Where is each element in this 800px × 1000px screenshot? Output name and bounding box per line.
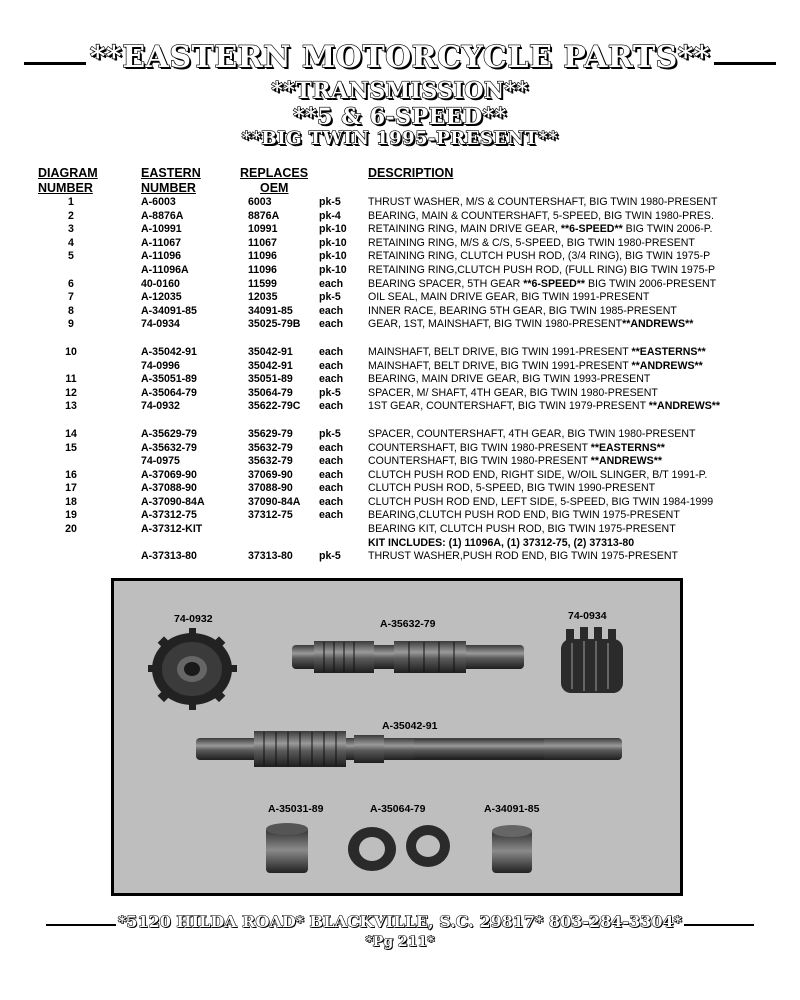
diagram-number-cell: 17 bbox=[65, 482, 77, 495]
table-row bbox=[38, 237, 778, 251]
pack-qty-cell: pk-5 bbox=[319, 550, 341, 563]
description-cell bbox=[368, 264, 715, 278]
oem-number-cell: 11096 bbox=[248, 263, 277, 276]
catalog-speed-line: **5 & 6-SPEED** bbox=[293, 104, 507, 130]
table-row bbox=[38, 223, 778, 237]
description-cell bbox=[368, 291, 649, 305]
pack-qty-cell: each bbox=[319, 373, 344, 386]
description-text: MAINSHAFT, BELT DRIVE, BIG TWIN 1991-PRESENT bbox=[368, 345, 632, 358]
oem-number-cell: 37069-90 bbox=[248, 468, 293, 481]
photo-label-bearing: A-35031-89 bbox=[268, 803, 324, 815]
pack-qty-cell: pk-4 bbox=[319, 209, 341, 222]
photo-label-spacer: A-35064-79 bbox=[370, 803, 426, 815]
description-text-tail: BIG TWIN 2006-PRESENT bbox=[585, 277, 717, 290]
pack-qty-cell: each bbox=[319, 468, 344, 481]
title-rule-right bbox=[714, 62, 776, 65]
diagram-number-cell: 11 bbox=[65, 373, 77, 386]
catalog-model-line: **BIG TWIN 1995-PRESENT** bbox=[241, 128, 559, 149]
oem-number-cell: 6003 bbox=[248, 196, 272, 208]
table-row bbox=[38, 318, 778, 332]
description-text: COUNTERSHAFT, BIG TWIN 1980-PRESENT bbox=[368, 441, 591, 454]
description-text: BEARING, MAIN & COUNTERSHAFT, 5-SPEED, BIG TWIN 1980-PRES. bbox=[368, 209, 714, 222]
oem-number-cell: 35042-91 bbox=[248, 345, 293, 358]
eastern-number-cell: A-37313-80 bbox=[141, 550, 197, 563]
countershaft-image bbox=[292, 641, 524, 673]
description-text: BEARING, MAIN DRIVE GEAR, BIG TWIN 1993-PRESENT bbox=[368, 373, 651, 386]
description-emphasis: **ANDREWS** bbox=[648, 400, 721, 413]
description-text: THRUST WASHER,PUSH ROD END, BIG TWIN 1975-PRESENT bbox=[368, 550, 679, 563]
oem-number-cell: 34091-85 bbox=[248, 304, 293, 317]
description-cell bbox=[368, 373, 650, 387]
bearing-image bbox=[266, 823, 308, 873]
description-text: CLUTCH PUSH ROD END, LEFT SIDE, 5-SPEED, BIG TWIN 1984-1999 bbox=[368, 495, 714, 508]
pack-qty-cell: pk-5 bbox=[319, 291, 341, 304]
description-emphasis: **EASTERNS** bbox=[631, 345, 706, 358]
oem-number-cell: 37312-75 bbox=[248, 509, 293, 522]
pack-qty-cell: each bbox=[319, 304, 344, 317]
description-cell bbox=[368, 482, 655, 496]
pack-qty-cell: each bbox=[319, 509, 344, 522]
pack-qty-cell: pk-5 bbox=[319, 386, 341, 399]
description-emphasis: **EASTERNS** bbox=[590, 441, 665, 454]
diagram-number-cell: 8 bbox=[68, 304, 74, 317]
oem-number-cell: 11067 bbox=[248, 236, 277, 249]
description-cell bbox=[368, 346, 706, 360]
description-text: RETAINING RING, M/S & C/S, 5-SPEED, BIG TWIN 1980-PRESENT bbox=[368, 236, 695, 249]
eastern-number-cell: A-35064-79 bbox=[141, 386, 197, 399]
page-number: *Pg 211* bbox=[365, 934, 435, 950]
eastern-number-cell: A-37090-84A bbox=[141, 495, 205, 508]
diagram-number-cell: 13 bbox=[65, 400, 77, 413]
eastern-number-cell: 74-0996 bbox=[141, 359, 180, 372]
table-row bbox=[38, 537, 778, 551]
oem-number-cell: 12035 bbox=[248, 291, 278, 304]
oem-number-cell: 10991 bbox=[248, 223, 278, 236]
table-row bbox=[38, 305, 778, 319]
eastern-number-cell: A-11096A bbox=[141, 263, 189, 276]
description-emphasis: KIT INCLUDES: (1) 11096A, (1) 37312-75, (2) 37313-80 bbox=[368, 536, 635, 549]
col-eastern-1: EASTERN bbox=[141, 166, 201, 180]
oem-number-cell: 35629-79 bbox=[248, 427, 293, 440]
pack-qty-cell: pk-5 bbox=[319, 427, 341, 440]
table-row bbox=[38, 482, 778, 496]
diagram-number-cell: 18 bbox=[65, 495, 77, 508]
table-row bbox=[38, 250, 778, 264]
table-spacer-row bbox=[38, 414, 778, 428]
eastern-number-cell: A-10991 bbox=[141, 223, 182, 236]
col-diagram-2: NUMBER bbox=[38, 181, 93, 195]
description-text: BEARING KIT, CLUTCH PUSH ROD, BIG TWIN 1975-PRESENT bbox=[368, 523, 676, 536]
table-row bbox=[38, 346, 778, 360]
diagram-number-cell: 19 bbox=[65, 509, 77, 522]
pack-qty-cell: each bbox=[319, 400, 344, 413]
eastern-number-cell: A-37312-KIT bbox=[141, 523, 203, 536]
diagram-number-cell: 12 bbox=[65, 386, 77, 399]
diagram-number-cell: 9 bbox=[68, 318, 74, 331]
description-text: BEARING,CLUTCH PUSH ROD END, BIG TWIN 1975-PRESENT bbox=[368, 509, 680, 522]
parts-photo bbox=[111, 578, 683, 896]
eastern-number-cell: A-35629-79 bbox=[141, 427, 197, 440]
diagram-number-cell: 7 bbox=[68, 291, 74, 304]
diagram-number-cell: 6 bbox=[68, 277, 74, 290]
eastern-number-cell: A-8876A bbox=[141, 209, 184, 222]
table-row bbox=[38, 264, 778, 278]
description-cell bbox=[368, 387, 658, 401]
description-cell bbox=[368, 237, 695, 251]
pack-qty-cell: each bbox=[319, 482, 344, 495]
table-body bbox=[38, 196, 778, 564]
description-cell bbox=[368, 428, 695, 442]
eastern-number-cell: A-11067 bbox=[141, 236, 182, 249]
table-row bbox=[38, 442, 778, 456]
table-row bbox=[38, 360, 778, 374]
pack-qty-cell: each bbox=[319, 455, 344, 468]
header-title-line bbox=[0, 40, 800, 75]
diagram-number-cell: 5 bbox=[68, 250, 74, 263]
footer-address: *5120 HILDA ROAD* BLACKVILLE, S.C. 29817* 803-284-3304* bbox=[118, 912, 682, 931]
description-text: OIL SEAL, MAIN DRIVE GEAR, BIG TWIN 1991-PRESENT bbox=[368, 291, 650, 304]
eastern-number-cell: 74-0932 bbox=[141, 400, 180, 413]
oem-number-cell: 37313-80 bbox=[248, 550, 293, 563]
pack-qty-cell: each bbox=[319, 441, 344, 454]
table-row bbox=[38, 278, 778, 292]
description-emphasis: **6-SPEED** bbox=[560, 223, 623, 236]
description-cell bbox=[368, 496, 713, 510]
oem-number-cell: 35622-79C bbox=[248, 400, 301, 413]
catalog-subtitle: **TRANSMISSION** bbox=[271, 78, 529, 104]
description-text: INNER RACE, BEARING 5TH GEAR, BIG TWIN 1985-PRESENT bbox=[368, 304, 677, 317]
description-cell bbox=[368, 455, 662, 469]
table-row bbox=[38, 387, 778, 401]
pack-qty-cell: pk-10 bbox=[319, 223, 347, 236]
description-text: 1ST GEAR, COUNTERSHAFT, BIG TWIN 1979-PRESENT bbox=[368, 400, 649, 413]
description-text: CLUTCH PUSH ROD, 5-SPEED, BIG TWIN 1990-PRESENT bbox=[368, 482, 656, 495]
footer-address-line bbox=[0, 912, 800, 931]
diagram-number-cell: 15 bbox=[65, 441, 77, 454]
description-cell bbox=[368, 360, 703, 374]
table-row bbox=[38, 196, 778, 210]
description-cell bbox=[368, 400, 720, 414]
pack-qty-cell: each bbox=[319, 277, 344, 290]
description-cell bbox=[368, 469, 707, 483]
description-text: RETAINING RING, CLUTCH PUSH ROD, (3/4 RING), BIG TWIN 1975-P bbox=[368, 250, 711, 263]
oem-number-cell: 37088-90 bbox=[248, 482, 293, 495]
oem-number-cell: 35632-79 bbox=[248, 441, 293, 454]
diagram-number-cell: 10 bbox=[65, 345, 77, 358]
pack-qty-cell: each bbox=[319, 318, 344, 331]
diagram-number-cell: 14 bbox=[65, 427, 77, 440]
description-cell bbox=[368, 250, 710, 264]
pack-qty-cell: each bbox=[319, 359, 344, 372]
eastern-number-cell: A-35632-79 bbox=[141, 441, 197, 454]
description-cell bbox=[368, 196, 717, 210]
col-description: DESCRIPTION bbox=[368, 166, 454, 180]
title-rule-left bbox=[24, 62, 86, 65]
pack-qty-cell: pk-10 bbox=[319, 236, 347, 249]
description-cell bbox=[368, 523, 676, 537]
eastern-number-cell: 74-0975 bbox=[141, 455, 180, 468]
table-row bbox=[38, 291, 778, 305]
oem-number-cell: 37090-84A bbox=[248, 495, 301, 508]
table-row bbox=[38, 428, 778, 442]
description-cell bbox=[368, 509, 680, 523]
eastern-number-cell: A-34091-85 bbox=[141, 304, 197, 317]
description-text: SPACER, COUNTERSHAFT, 4TH GEAR, BIG TWIN 1980-PRESENT bbox=[368, 427, 696, 440]
eastern-number-cell: A-37312-75 bbox=[141, 509, 197, 522]
description-cell bbox=[368, 318, 693, 332]
diagram-number-cell: 1 bbox=[68, 196, 74, 208]
diagram-number-cell: 20 bbox=[65, 523, 77, 536]
table-row bbox=[38, 469, 778, 483]
description-cell bbox=[368, 210, 714, 224]
description-emphasis: **ANDREWS** bbox=[590, 455, 662, 468]
col-replaces-2: OEM bbox=[260, 181, 289, 195]
diagram-number-cell: 2 bbox=[68, 209, 74, 222]
description-cell bbox=[368, 305, 677, 319]
description-cell bbox=[368, 442, 665, 456]
description-text: SPACER, M/ SHAFT, 4TH GEAR, BIG TWIN 1980-PRESENT bbox=[368, 386, 658, 399]
description-text: GEAR, 1ST, MAINSHAFT, BIG TWIN 1980-PRESENT bbox=[368, 318, 623, 331]
table-row bbox=[38, 496, 778, 510]
description-emphasis: **6-SPEED** bbox=[523, 277, 586, 290]
catalog-title: **EASTERN MOTORCYCLE PARTS** bbox=[89, 40, 711, 75]
diagram-number-cell: 3 bbox=[68, 223, 74, 236]
table-row bbox=[38, 373, 778, 387]
description-text: RETAINING RING,CLUTCH PUSH ROD, (FULL RING) BIG TWIN 1975-P bbox=[368, 263, 716, 276]
eastern-number-cell: 40-0160 bbox=[141, 277, 180, 290]
photo-label-countershaft: A-35632-79 bbox=[380, 618, 436, 630]
description-text: CLUTCH PUSH ROD END, RIGHT SIDE, W/OIL SLINGER, B/T 1991-P. bbox=[368, 468, 708, 481]
description-text: MAINSHAFT, BELT DRIVE, BIG TWIN 1991-PRESENT bbox=[368, 359, 632, 372]
table-row bbox=[38, 210, 778, 224]
eastern-number-cell: 74-0934 bbox=[141, 318, 180, 331]
pack-qty-cell: each bbox=[319, 345, 344, 358]
eastern-number-cell: A-35042-91 bbox=[141, 345, 197, 358]
col-eastern-2: NUMBER bbox=[141, 181, 196, 195]
oem-number-cell: 35064-79 bbox=[248, 386, 293, 399]
description-text: THRUST WASHER, M/S & COUNTERSHAFT, BIG TWIN 1980-PRESENT bbox=[368, 196, 718, 208]
footer-rule-left bbox=[46, 924, 116, 926]
eastern-number-cell: A-11096 bbox=[141, 250, 182, 263]
oem-number-cell: 35632-79 bbox=[248, 455, 293, 468]
pack-qty-cell: each bbox=[319, 495, 344, 508]
oem-number-cell: 35025-79B bbox=[248, 318, 301, 331]
table-spacer-row bbox=[38, 332, 778, 346]
table-header bbox=[38, 166, 778, 196]
photo-label-mainshaft: A-35042-91 bbox=[382, 720, 438, 732]
eastern-number-cell: A-6003 bbox=[141, 196, 176, 208]
table-row bbox=[38, 400, 778, 414]
description-text: COUNTERSHAFT, BIG TWIN 1980-PRESENT bbox=[368, 455, 591, 468]
oem-number-cell: 8876A bbox=[248, 209, 280, 222]
col-replaces-1: REPLACES bbox=[240, 166, 309, 180]
pack-qty-cell: pk-10 bbox=[319, 250, 347, 263]
description-cell bbox=[368, 223, 712, 237]
col-diagram-1: DIAGRAM bbox=[38, 166, 98, 180]
pack-qty-cell: pk-10 bbox=[319, 263, 347, 276]
description-cell bbox=[368, 278, 716, 292]
oem-number-cell: 11096 bbox=[248, 250, 277, 263]
eastern-number-cell: A-35051-89 bbox=[141, 373, 197, 386]
eastern-number-cell: A-37088-90 bbox=[141, 482, 197, 495]
table-row bbox=[38, 550, 778, 564]
table-row bbox=[38, 509, 778, 523]
diagram-number-cell: 4 bbox=[68, 236, 74, 249]
description-text: BEARING SPACER, 5TH GEAR bbox=[368, 277, 524, 290]
photo-label-race: A-34091-85 bbox=[484, 803, 540, 815]
oem-number-cell: 11599 bbox=[248, 277, 277, 290]
race-image bbox=[492, 825, 532, 873]
photo-label-gear-large: 74-0932 bbox=[174, 613, 213, 625]
table-row bbox=[38, 455, 778, 469]
footer-rule-right bbox=[684, 924, 754, 926]
description-text-tail: BIG TWIN 2006-P. bbox=[622, 223, 713, 236]
description-text: RETAINING RING, MAIN DRIVE GEAR, bbox=[368, 223, 561, 236]
parts-table bbox=[38, 166, 778, 564]
eastern-number-cell: A-37069-90 bbox=[141, 468, 197, 481]
description-cell bbox=[368, 537, 634, 551]
description-cell bbox=[368, 550, 678, 564]
photo-label-gear-small: 74-0934 bbox=[568, 610, 607, 622]
pack-qty-cell: pk-5 bbox=[319, 196, 341, 208]
description-emphasis: **ANDREWS** bbox=[622, 318, 694, 331]
table-row bbox=[38, 523, 778, 537]
eastern-number-cell: A-12035 bbox=[141, 291, 182, 304]
oem-number-cell: 35042-91 bbox=[248, 359, 293, 372]
oem-number-cell: 35051-89 bbox=[248, 373, 293, 386]
diagram-number-cell: 16 bbox=[65, 468, 77, 481]
description-emphasis: **ANDREWS** bbox=[631, 359, 703, 372]
